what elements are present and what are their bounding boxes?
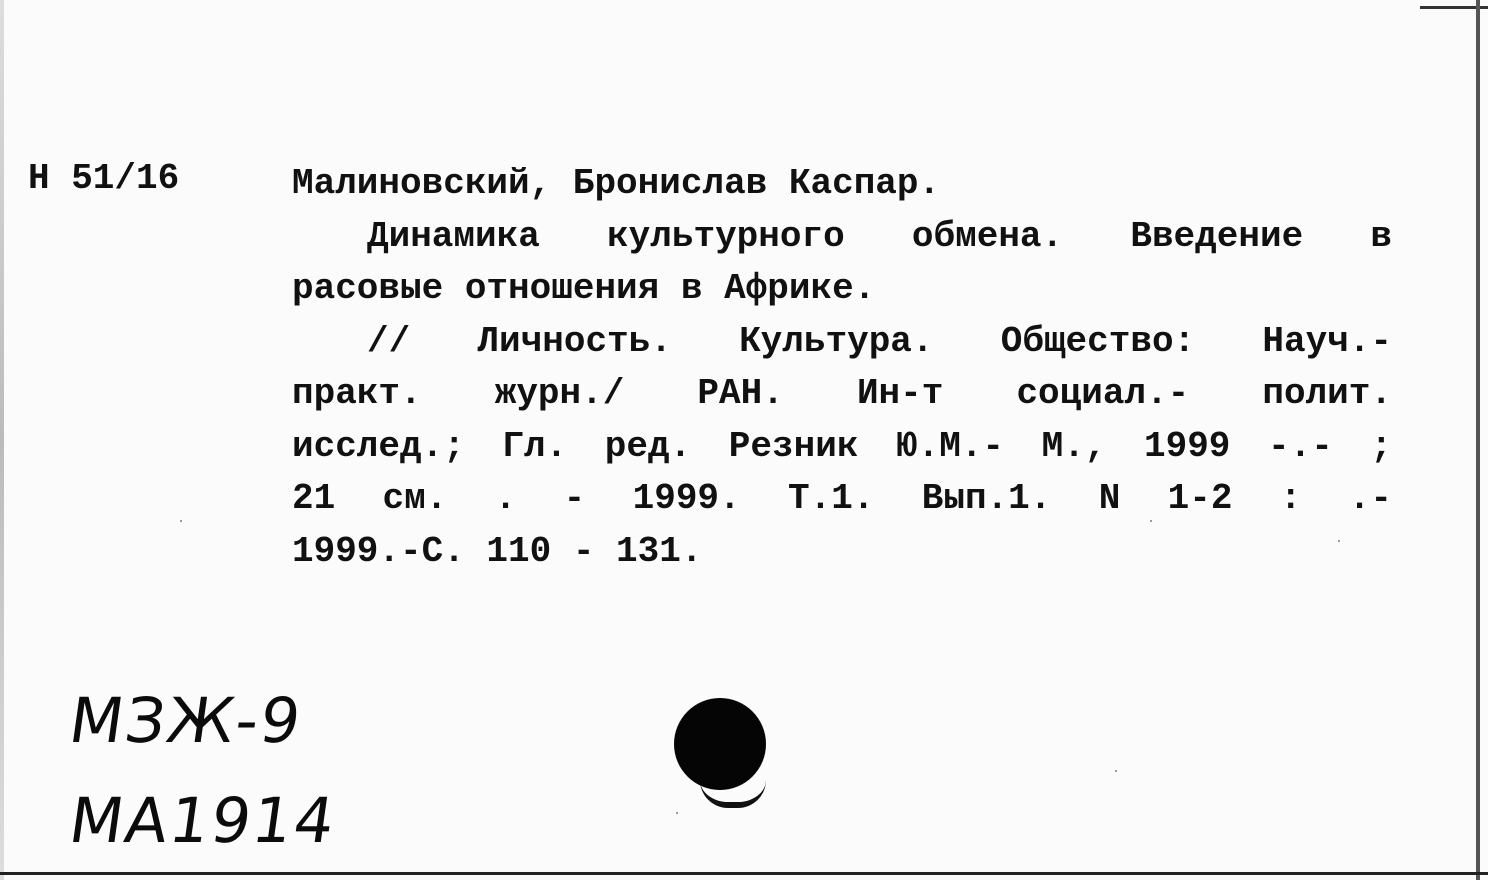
scan-speck <box>1338 540 1340 542</box>
record-source-line: исслед.; Гл. ред. Резник Ю.М.- М., 1999 -.- ; <box>292 425 1392 467</box>
card-edge-right <box>1476 0 1480 880</box>
scan-speck <box>180 520 182 522</box>
record-source-line: 21 см. . - 1999. Т.1. Вып.1. N 1-2 : .- <box>292 478 1392 519</box>
scan-speck <box>1115 770 1117 772</box>
punch-hole-shadow <box>700 780 766 808</box>
punch-hole <box>674 698 766 790</box>
record-author: Малиновский, Бронислав Каспар. <box>292 163 941 204</box>
handwritten-code: МЗЖ-9 <box>64 684 307 757</box>
bibliographic-record <box>292 158 1392 578</box>
card-edge-bottom <box>0 872 1488 875</box>
record-title-line: Динамика культурного обмена. Введение в <box>367 215 1392 257</box>
record-pages-line: 1999.-С. 110 - 131. <box>292 530 703 572</box>
record-source-line: // Личность. Культура. Общество: Науч.- <box>367 320 1392 362</box>
scan-speck <box>676 812 678 814</box>
card-edge-left <box>0 0 4 880</box>
shelfmark: Н 51/16 <box>28 158 180 199</box>
record-source-line: практ. журн./ РАН. Ин-т социал.- полит. <box>292 373 1392 414</box>
record-title-line: расовые отношения в Африке. <box>292 268 876 309</box>
scan-speck <box>1150 520 1152 522</box>
handwritten-code: МА1914 <box>64 784 341 857</box>
